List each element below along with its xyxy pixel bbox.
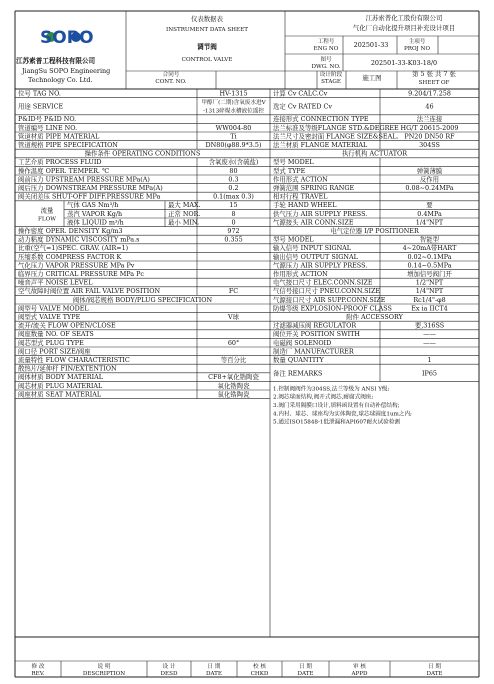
- right-row-value: 0.4MPa: [417, 209, 442, 218]
- left-row-label: 阀关闭差压 SHUT-OFF DIFF.PRESSURE MPa: [18, 192, 161, 201]
- right-row-label: 作用形式 ACTION: [273, 175, 328, 184]
- footer-header-en: DATE: [426, 671, 443, 677]
- flow-row-condition: 正常 NOR.: [168, 209, 201, 218]
- company-name-cn: 江苏索普工程科技有限公司: [16, 57, 96, 65]
- left-row-label: 散热片/延伸杆 FIN/EXTENTION: [18, 364, 117, 373]
- section-title: 操作条件 OPERATING CONDITIONS: [84, 149, 201, 158]
- right-row-label: 气源压力 AIR SUPPLY PRESS.: [273, 261, 368, 270]
- logo-text: SOPO: [40, 28, 94, 48]
- right-row-value: 4~20mA带HART: [402, 244, 457, 253]
- right-row-value: ——: [423, 338, 436, 347]
- footer-header-en: DESD: [160, 671, 178, 677]
- left-row-value: FC: [228, 287, 239, 296]
- flow-label-en: FLOW: [38, 216, 56, 223]
- flow-label-cn: 流量: [40, 206, 54, 215]
- right-row-label: 输入信号 INPUT SIGNAL: [273, 244, 352, 253]
- right-row-value: 1/4"NPT: [415, 218, 444, 227]
- project-name: 气化厂自动化提升项目补充设计项目: [352, 24, 456, 32]
- contract-label-en: CONT. NO.: [155, 79, 187, 85]
- footer-header: 日 期: [428, 664, 441, 670]
- left-row-label: 用途 SERVICE: [18, 102, 64, 111]
- company-name-en-1: JiangSu SOPO Engineering: [22, 67, 111, 75]
- proj-no-label: 主项号: [408, 39, 426, 45]
- right-row-label: 电气接口尺寸 ELEC.CONN.SIZE: [273, 278, 373, 287]
- left-row-value: 0.1(max 0.3): [213, 192, 254, 201]
- flow-row-value: 0: [231, 218, 236, 227]
- left-row-label: 操作密度 OPER. DENSITY Kg/m3: [18, 227, 123, 235]
- left-row-label: 阀体材质 BODY MATERIAL: [18, 373, 103, 382]
- left-row-value: DN80(φ88.9*3.5): [205, 141, 262, 149]
- contract-label: 合同号: [162, 72, 180, 78]
- right-row-value: 要: [426, 201, 433, 210]
- right-row-label: 防爆等级 EXPLOSION-PROOF CLASS: [273, 304, 392, 313]
- left-row-value: 氧化锆陶瓷: [217, 381, 250, 390]
- remarks-label: 备注 REMARKS: [273, 369, 323, 378]
- sheet-of-label: SHEET OF: [418, 80, 450, 86]
- section-title: 电气定位器 I/P POSITIONER: [330, 227, 419, 235]
- left-row-label: 操作温度 OPER. TEMPER. ℃: [18, 166, 110, 175]
- left-row-label: P&ID号 P&ID NO.: [18, 115, 77, 124]
- left-row-label: 阀芯材质 PLUG MATERIAL: [18, 381, 103, 390]
- left-row-value: -1313碎煤水槽液位遥控: [203, 108, 264, 115]
- right-row-label: 选定 Cv RATED Cv: [273, 102, 333, 111]
- right-row-value: ——: [423, 330, 436, 339]
- footer-header-en: DATE: [205, 671, 223, 677]
- footer-header: 日 期: [299, 664, 312, 670]
- footer-header: 校 核: [253, 664, 266, 670]
- right-row-value: Ex ia IICT4: [411, 304, 448, 313]
- right-row-label: 连接形式 CONNECTION TYPE: [273, 115, 369, 124]
- dwg-no-label: 图号: [320, 57, 332, 63]
- client-name: 江苏索普化工股份有限公司: [365, 14, 443, 22]
- remark-note: 3.阀门采用隔膜口设计,填料函设置有自动补偿结构;: [273, 403, 400, 409]
- right-row-label: 计算 Cv CALC.Cv: [273, 89, 328, 98]
- page-number: 第 5 张 共 7 张: [412, 70, 456, 78]
- left-row-value: Ti: [230, 132, 237, 141]
- left-row-value: WW004-80: [215, 123, 252, 132]
- right-row-value: 1/2"NPT: [415, 278, 444, 287]
- flow-row-condition: 最小 MIN.: [168, 218, 200, 227]
- left-row-label: 动力粘度 DYNAMIC VISCOSITY mPa.s: [18, 235, 140, 244]
- right-row-label: 相对行程 TRAVEL: [273, 192, 328, 201]
- flow-row-label: 液体 LIQUID m³/h: [67, 218, 124, 227]
- header: [15, 13, 457, 86]
- left-row-value: 80: [229, 166, 238, 175]
- right-row-value: 0.14~0.5MPa: [407, 261, 452, 270]
- right-row-value: 46: [425, 102, 434, 111]
- right-row-value: 9.204/17.258: [408, 89, 451, 98]
- eng-no-label-en: ENG NO: [313, 46, 339, 52]
- footer-header: 设 计: [162, 664, 176, 670]
- right-row-value: 1: [427, 356, 432, 364]
- proj-no-label-en: PROJ NO: [403, 46, 431, 52]
- left-row-value: 含氧废水(含硫盐): [208, 158, 259, 167]
- dwg-no-label-en: DWG. NO.: [311, 64, 341, 70]
- left-row-label: 阀型号 VALVE MODEL: [18, 304, 89, 313]
- left-row-label: 噪音声平 NOISE LEVEL: [18, 278, 93, 287]
- right-row-value: 要,316SS: [414, 321, 445, 330]
- left-row-value: CF8+氧化锆陶瓷: [208, 373, 259, 382]
- right-row-label: 法兰材质 FLANGE MATERIAL: [273, 141, 368, 149]
- footer-header-en: DESCRIPTION: [82, 671, 126, 677]
- right-row-value: 0.08~0.24MPa: [405, 184, 454, 192]
- left-row-label: 空气故障时阀位置 AIR FAIL VALVE POSITION: [18, 287, 161, 296]
- left-row-value: HV-1315: [219, 89, 248, 98]
- right-row-value: 法兰连接: [416, 115, 443, 124]
- right-row-value: 1/4"NPT: [415, 287, 444, 296]
- footer-header: 说 明: [97, 664, 111, 670]
- right-row-label: 法兰标准及等级FLANGE STD.&DEGREE: [273, 123, 399, 132]
- footer-header: 修 改: [31, 664, 45, 670]
- right-row-label: 型号 MODEL: [273, 235, 314, 244]
- sheet-title-en: INSTRUMENT DATA SHEET: [166, 27, 248, 33]
- company-logo: [40, 28, 94, 48]
- section-title: 执行机构 ACTUATOR: [341, 149, 408, 158]
- left-row-label: 阀座数量 NO. OF SEATS: [18, 330, 94, 339]
- device-name-cn: 调节阀: [197, 43, 217, 51]
- right-row-label: 型号 MODEL: [273, 158, 314, 167]
- eng-no-label: 工程号: [317, 39, 335, 45]
- right-row-value: 304SS: [419, 141, 440, 149]
- right-row-value: HG/T 20615-2009: [400, 123, 459, 132]
- remark-note: 5.通过ISO15848-1低泄漏和API607耐火试验检测: [273, 419, 401, 426]
- flow-row-value: 15: [229, 201, 238, 210]
- footer-header-en: REV.: [31, 671, 45, 677]
- left-row-value: 0.3: [228, 175, 239, 184]
- right-row-label: 阀位开关 POSITION SWITH: [273, 330, 360, 339]
- flow-row-condition: 最大 MAX.: [168, 201, 201, 210]
- left-row-value: 0.355: [224, 235, 243, 244]
- right-row-label: 型式 TYPE: [273, 166, 306, 175]
- right-row-value: Rc1/4"-φ8: [413, 295, 446, 304]
- left-row-value: V球: [227, 313, 240, 321]
- footer-header-en: CHKD: [250, 671, 269, 677]
- left-row-label: 管道规格 PIPE SPECIFICATION: [18, 141, 118, 149]
- sheet-title-cn: 仪表数据表: [191, 15, 223, 23]
- left-row-label: 阀型式 VALVE TYPE: [18, 313, 81, 321]
- section-title: 附件 ACCESSORY: [346, 313, 403, 321]
- right-row-label: 数量 QUANTITY: [273, 356, 324, 364]
- right-row-value: 弹簧薄膜: [416, 166, 443, 175]
- right-row-value: 0.02~0.1MPa: [407, 252, 452, 261]
- right-row-label: 手轮 HAND WHEEL: [273, 201, 337, 210]
- right-row-label: 输出信号 OUTPUT SIGNAL: [273, 252, 358, 261]
- right-row-label: 电磁阀 SOLENOID: [273, 338, 332, 347]
- left-row-label: 阀前压力 UPSTREAM PRESSURE MPa(A): [18, 175, 150, 184]
- right-row-label: 气源接口尺寸 AIR SUPP.CONN.SIZE: [273, 295, 386, 304]
- remark-note: 2.阀芯球面结构,阀开式阀芯,耐腐式阀座;: [273, 394, 374, 401]
- stage-label: 设计阶段: [319, 72, 343, 78]
- left-row-label: 临界压力 CRITICAL PRESSURE MPa Pc: [18, 270, 144, 278]
- right-row-label: 过滤器减压阀 REGULATOR: [273, 321, 357, 330]
- left-row-label: 压缩系数 COMPRESS FACTOR K: [18, 252, 122, 261]
- right-row-label: 供气压力 AIR SUPPLY PRESS.: [273, 209, 368, 218]
- right-row-label: 制造厂 MANUFACTURER: [273, 347, 354, 356]
- flow-row-label: 蒸汽 VAPOR Kg/h: [67, 209, 123, 218]
- left-row-label: 流量特性 FLOW CHARACTERISTIC: [18, 356, 130, 364]
- left-row-label: 管道材质 PIPE MATERIAL: [18, 132, 100, 141]
- left-row-label: 比重(空气=1)SPEC. GRAV. (AIR=1): [18, 244, 129, 253]
- left-row-label: 位号 TAG NO.: [18, 89, 61, 98]
- eng-no-value: 202501-33: [353, 41, 389, 49]
- dwg-no-value: 202501-33-K03-18/0: [370, 59, 438, 67]
- footer-header-en: DATE: [297, 671, 314, 677]
- right-row-label: 弹簧范围 SPRING RANGE: [273, 184, 355, 192]
- left-row-value: 等百分比: [220, 356, 247, 364]
- left-row-label: 管道编号 LINE NO.: [18, 123, 78, 132]
- remark-note: 4.内衬、球芯、球座均为实体陶瓷,球芯球圆度1um之内;: [273, 411, 412, 418]
- left-row-label: 阀口径 PORT SIZE/阀座: [18, 347, 91, 356]
- left-row-label: 阀后压力 DOWNSTREAM PRESSURE MPa(A): [18, 184, 163, 192]
- flow-row-value: 8: [231, 209, 236, 218]
- footer-header: 审 核: [353, 664, 366, 670]
- right-row-value: 反作用: [419, 175, 440, 184]
- right-row-label: 气源接头 AIR CONN.SIZE: [273, 218, 354, 227]
- stage-value: 施工图: [362, 74, 382, 82]
- left-row-value: 972: [227, 227, 240, 235]
- left-row-label: 工艺介质 PROCESS FLUID: [18, 158, 102, 167]
- right-row-value: 智能型: [419, 235, 440, 244]
- footer-header: 日 期: [207, 664, 221, 670]
- left-row-label: 阀座材质 SEAT MATERIAL: [18, 390, 102, 399]
- right-row-value: PN20 DN50 RF: [404, 132, 455, 141]
- left-row-value: 60°: [227, 338, 240, 347]
- footer-header-en: APPD: [351, 671, 368, 677]
- left-row-value: 氧化锆陶瓷: [217, 390, 250, 399]
- right-row-label: 作用形式 ACTION: [273, 270, 328, 278]
- right-row-label: 气信号接口尺寸 PNEU.CONN.SIZE: [273, 287, 381, 296]
- section-title: 阀体/阀芯规格 BODY/PLUG SPECIFICATION: [72, 295, 213, 304]
- remark-note: 1.控制阀阀件为304SS,法兰等级为 ANSI Y级;: [273, 386, 390, 393]
- left-row-label: 阀芯型式 PLUG TYPE: [18, 338, 84, 347]
- left-row-label: 流开/流关 FLOW OPEN/CLOSE: [18, 321, 116, 330]
- stage-label-en: STAGE: [321, 79, 341, 85]
- left-row-label: 气化压力 VAPOR PRESSURE MPa Pv: [18, 261, 135, 270]
- right-row-value: 增加信号阀门开: [407, 270, 452, 278]
- device-name-en: CONTROL VALVE: [181, 57, 233, 63]
- left-row-value: 甲醇厂(二期)含氧废水进V: [201, 100, 266, 106]
- company-name-en-2: Technology Co. Ltd.: [28, 76, 93, 84]
- right-row-label: 法兰尺寸及密封面 FLANGE SIZE&SEAL.: [273, 132, 399, 141]
- flow-row-label: 气体 GAS Nm³/h: [67, 201, 119, 210]
- remarks-value: IP65: [422, 369, 437, 378]
- left-row-value: 0.2: [228, 184, 239, 192]
